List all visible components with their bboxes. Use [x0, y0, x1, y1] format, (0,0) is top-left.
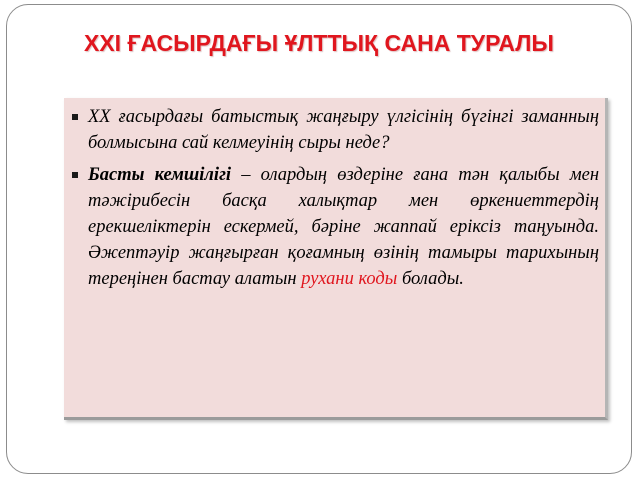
highlight-text: рухани коды: [301, 269, 398, 289]
slide-title: [64, 28, 584, 58]
content-box: [64, 98, 608, 420]
bullet-text: ХХ ғасырдағы батыстық жаңғыру үлгісінің бүгінгі заманның болмысына сай келмеуінің сыры неде?: [88, 107, 599, 153]
bullet-item-question: [64, 104, 599, 156]
bullet-icon: [72, 114, 78, 120]
bullet-icon: [72, 172, 78, 178]
bullet-tail: болады.: [397, 269, 464, 289]
bullet-item-answer: [64, 162, 599, 292]
bullet-lead: Басты кемшілігі: [88, 165, 232, 185]
bullet-text: – олардың өздеріне ғана тән қалыбы мен тәжірибесін басқа халықтар мен өркениеттердің ерекшеліктерін ескермей, бәріне жаппай еріксіз таңуында. Әжептәуір жаңғырған қоғамның өзінің тамыры тарихының тереңінен бастау алатын: [88, 165, 600, 289]
slide-title-text: XXI ҒАСЫРДАҒЫ ҰЛТТЫҚ САНА ТУРАЛЫ: [84, 30, 554, 56]
bullet-list: [64, 98, 605, 292]
